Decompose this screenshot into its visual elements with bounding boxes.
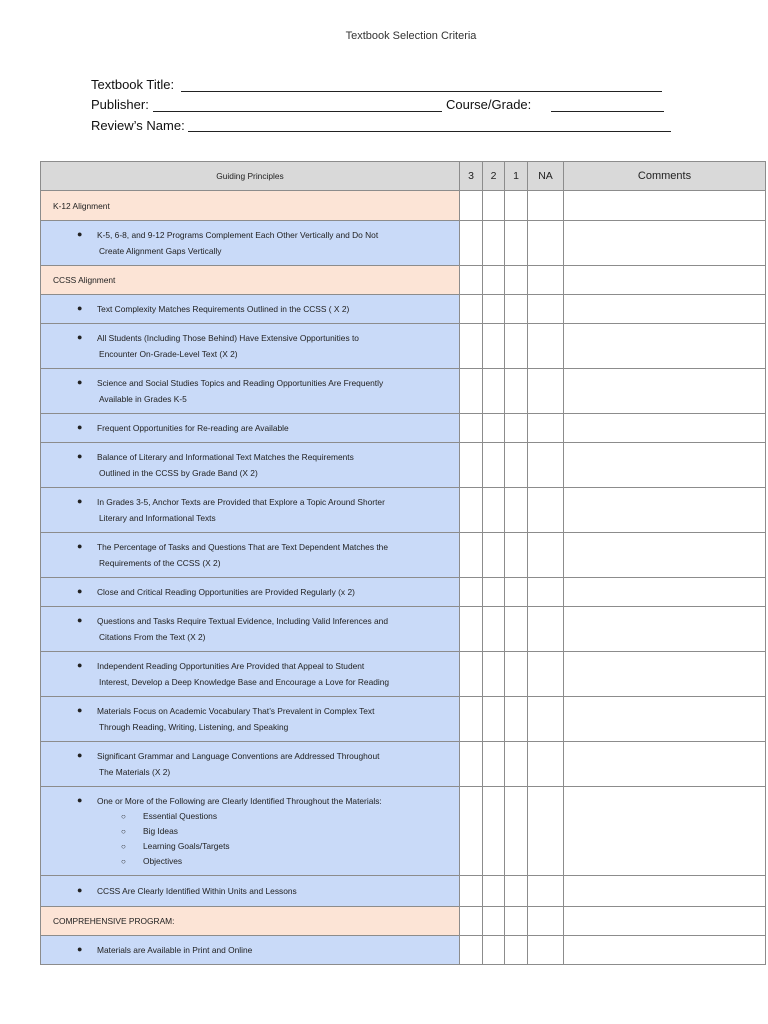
criteria-row <box>41 936 766 965</box>
document-title: Textbook Selection Criteria <box>345 30 477 42</box>
criteria-row <box>41 652 766 697</box>
bullet-icon: ● <box>77 705 83 715</box>
criterion-line: Frequent Opportunities for Re-reading are Available <box>97 423 289 433</box>
rating-1-cell[interactable] <box>505 652 528 697</box>
comments-cell[interactable] <box>564 907 766 936</box>
criterion-text <box>97 658 389 690</box>
criteria-row <box>41 221 766 266</box>
comments-cell[interactable] <box>564 369 766 414</box>
criterion-line: CCSS Are Clearly Identified Within Units and Lessons <box>97 886 297 896</box>
criteria-row <box>41 876 766 907</box>
textbook-title-line <box>181 91 662 92</box>
criterion-cell <box>41 876 460 907</box>
criterion-text <box>97 449 354 481</box>
rating-na-cell[interactable] <box>528 578 564 607</box>
criterion-line: Outlined in the CCSS by Grade Band (X 2) <box>99 468 258 478</box>
rating-3-cell[interactable] <box>460 369 483 414</box>
rating-na-cell[interactable] <box>528 652 564 697</box>
criterion-line: Materials Focus on Academic Vocabulary That’s Prevalent in Complex Text <box>97 706 375 716</box>
rating-1-cell[interactable] <box>505 369 528 414</box>
rating-na-cell[interactable] <box>528 533 564 578</box>
rating-1-cell[interactable] <box>505 414 528 443</box>
rating-2-cell[interactable] <box>483 221 505 266</box>
criterion-text <box>97 494 385 526</box>
comments-cell[interactable] <box>564 652 766 697</box>
criteria-row <box>41 295 766 324</box>
criterion-line: The Percentage of Tasks and Questions That are Text Dependent Matches the <box>97 542 388 552</box>
rating-na-cell[interactable] <box>528 742 564 787</box>
sub-list-item <box>97 824 382 839</box>
criterion-line: Balance of Literary and Informational Text Matches the Requirements <box>97 452 354 462</box>
comments-cell[interactable] <box>564 488 766 533</box>
sub-list-text: Essential Questions <box>143 811 218 821</box>
criterion-text <box>97 942 252 958</box>
criterion-cell <box>41 533 460 578</box>
column-header-comments: Comments <box>564 162 766 191</box>
criterion-text <box>97 883 297 899</box>
rating-2-cell[interactable] <box>483 907 505 936</box>
column-header-guiding-principles: Guiding Principles <box>41 162 460 191</box>
rating-na-cell[interactable] <box>528 787 564 876</box>
rating-2-cell[interactable] <box>483 787 505 876</box>
criterion-line: One or More of the Following are Clearly Identified Throughout the Materials: <box>97 796 382 806</box>
course-grade-line <box>551 111 664 112</box>
rating-1-cell[interactable] <box>505 907 528 936</box>
rating-2-cell[interactable] <box>483 876 505 907</box>
criteria-row <box>41 578 766 607</box>
rating-1-cell[interactable] <box>505 578 528 607</box>
rating-3-cell[interactable] <box>460 578 483 607</box>
rating-1-cell[interactable] <box>505 876 528 907</box>
criteria-row <box>41 369 766 414</box>
criteria-row <box>41 697 766 742</box>
criterion-cell <box>41 787 460 876</box>
rating-1-cell[interactable] <box>505 266 528 295</box>
criterion-text <box>97 375 383 407</box>
rating-3-cell[interactable] <box>460 652 483 697</box>
rating-3-cell[interactable] <box>460 533 483 578</box>
comments-cell[interactable] <box>564 578 766 607</box>
criterion-text <box>97 301 349 317</box>
criteria-row <box>41 414 766 443</box>
criterion-text <box>97 539 388 571</box>
rating-1-cell[interactable] <box>505 443 528 488</box>
rating-3-cell[interactable] <box>460 936 483 965</box>
comments-cell[interactable] <box>564 607 766 652</box>
bullet-icon: ● <box>77 422 83 432</box>
reviewer-name-label: Review’s Name: <box>91 118 185 133</box>
criteria-row <box>41 324 766 369</box>
rating-3-cell[interactable] <box>460 266 483 295</box>
rating-3-cell[interactable] <box>460 295 483 324</box>
criterion-cell <box>41 414 460 443</box>
rating-1-cell[interactable] <box>505 607 528 652</box>
criterion-line: Through Reading, Writing, Listening, and Speaking <box>99 722 289 732</box>
comments-cell[interactable] <box>564 443 766 488</box>
criterion-line: Text Complexity Matches Requirements Outlined in the CCSS ( X 2) <box>97 304 350 314</box>
criterion-cell <box>41 221 460 266</box>
rating-3-cell[interactable] <box>460 221 483 266</box>
comments-cell[interactable] <box>564 742 766 787</box>
bullet-icon: ● <box>77 615 83 625</box>
rating-2-cell[interactable] <box>483 414 505 443</box>
rating-na-cell[interactable] <box>528 295 564 324</box>
criterion-cell <box>41 295 460 324</box>
criterion-line: Create Alignment Gaps Vertically <box>99 246 222 256</box>
bullet-icon: ● <box>77 496 83 506</box>
criterion-text <box>97 584 355 600</box>
criteria-row <box>41 787 766 876</box>
rating-3-cell[interactable] <box>460 876 483 907</box>
bullet-icon: ● <box>77 885 83 895</box>
criterion-line: Science and Social Studies Topics and Reading Opportunities Are Frequently <box>97 378 384 388</box>
rating-na-cell[interactable] <box>528 266 564 295</box>
comments-cell[interactable] <box>564 221 766 266</box>
criterion-line: Close and Critical Reading Opportunities are Provided Regularly (x 2) <box>97 587 355 597</box>
criterion-line: Materials are Available in Print and Online <box>97 945 253 955</box>
rating-2-cell[interactable] <box>483 936 505 965</box>
rating-na-cell[interactable] <box>528 876 564 907</box>
comments-cell[interactable] <box>564 266 766 295</box>
criterion-line: In Grades 3-5, Anchor Texts are Provided that Explore a Topic Around Shorter <box>97 497 385 507</box>
section-row <box>41 907 766 936</box>
rating-1-cell[interactable] <box>505 191 528 221</box>
bullet-icon: ● <box>77 332 83 342</box>
section-row <box>41 266 766 295</box>
criteria-row <box>41 533 766 578</box>
rating-na-cell[interactable] <box>528 488 564 533</box>
circle-bullet-icon: ○ <box>121 812 126 821</box>
rating-1-cell[interactable] <box>505 742 528 787</box>
criterion-cell <box>41 578 460 607</box>
bullet-icon: ● <box>77 944 83 954</box>
rating-na-cell[interactable] <box>528 369 564 414</box>
column-header-1: 1 <box>505 162 528 191</box>
rating-2-cell[interactable] <box>483 607 505 652</box>
bullet-icon: ● <box>77 229 83 239</box>
bullet-icon: ● <box>77 541 83 551</box>
rating-2-cell[interactable] <box>483 295 505 324</box>
rating-2-cell[interactable] <box>483 324 505 369</box>
criterion-text <box>97 330 359 362</box>
rating-na-cell[interactable] <box>528 936 564 965</box>
criterion-cell <box>41 443 460 488</box>
section-heading: CCSS Alignment <box>41 266 460 295</box>
rating-3-cell[interactable] <box>460 414 483 443</box>
criterion-line: Significant Grammar and Language Conventions are Addressed Throughout <box>97 751 380 761</box>
criterion-text <box>97 420 289 436</box>
criterion-line: K-5, 6-8, and 9-12 Programs Complement Each Other Vertically and Do Not <box>97 230 379 240</box>
sub-list-item <box>97 839 382 854</box>
criterion-cell <box>41 324 460 369</box>
rating-3-cell[interactable] <box>460 697 483 742</box>
comments-cell[interactable] <box>564 697 766 742</box>
rating-2-cell[interactable] <box>483 266 505 295</box>
rating-3-cell[interactable] <box>460 324 483 369</box>
criterion-line: Encounter On-Grade-Level Text (X 2) <box>99 349 238 359</box>
rating-1-cell[interactable] <box>505 697 528 742</box>
rating-3-cell[interactable] <box>460 787 483 876</box>
bullet-icon: ● <box>77 451 83 461</box>
rating-na-cell[interactable] <box>528 607 564 652</box>
comments-cell[interactable] <box>564 324 766 369</box>
rating-1-cell[interactable] <box>505 787 528 876</box>
rating-3-cell[interactable] <box>460 907 483 936</box>
rating-2-cell[interactable] <box>483 488 505 533</box>
criterion-line: Questions and Tasks Require Textual Evidence, Including Valid Inferences and <box>97 616 388 626</box>
rating-na-cell[interactable] <box>528 324 564 369</box>
rating-1-cell[interactable] <box>505 324 528 369</box>
criterion-line: All Students (Including Those Behind) Have Extensive Opportunities to <box>97 333 359 343</box>
rating-na-cell[interactable] <box>528 414 564 443</box>
criterion-line: Independent Reading Opportunities Are Provided that Appeal to Student <box>97 661 365 671</box>
rating-3-cell[interactable] <box>460 443 483 488</box>
bullet-icon: ● <box>77 660 83 670</box>
reviewer-name-line <box>188 131 671 132</box>
criterion-cell <box>41 488 460 533</box>
criterion-text <box>97 703 374 735</box>
criterion-cell <box>41 652 460 697</box>
rating-3-cell[interactable] <box>460 488 483 533</box>
criteria-row <box>41 742 766 787</box>
comments-cell[interactable] <box>564 414 766 443</box>
rating-1-cell[interactable] <box>505 936 528 965</box>
rating-2-cell[interactable] <box>483 742 505 787</box>
bullet-icon: ● <box>77 795 83 805</box>
rating-na-cell[interactable] <box>528 697 564 742</box>
section-heading: COMPREHENSIVE PROGRAM: <box>41 907 460 936</box>
course-grade-label: Course/Grade: <box>446 97 532 112</box>
publisher-label: Publisher: <box>91 97 149 112</box>
rating-3-cell[interactable] <box>460 191 483 221</box>
rating-2-cell[interactable] <box>483 697 505 742</box>
criterion-cell <box>41 936 460 965</box>
criterion-cell <box>41 742 460 787</box>
rating-2-cell[interactable] <box>483 369 505 414</box>
criterion-text <box>97 748 379 780</box>
rating-2-cell[interactable] <box>483 443 505 488</box>
section-heading: K-12 Alignment <box>41 191 460 221</box>
bullet-icon: ● <box>77 377 83 387</box>
comments-cell[interactable] <box>564 787 766 876</box>
comments-cell[interactable] <box>564 936 766 965</box>
criterion-text <box>97 227 378 259</box>
rating-3-cell[interactable] <box>460 742 483 787</box>
circle-bullet-icon: ○ <box>121 857 126 866</box>
sub-list-text: Big Ideas <box>143 826 178 836</box>
bullet-icon: ● <box>77 750 83 760</box>
criterion-cell <box>41 607 460 652</box>
table-header-row <box>41 162 766 191</box>
textbook-title-label: Textbook Title: <box>91 77 175 92</box>
comments-cell[interactable] <box>564 876 766 907</box>
section-row <box>41 191 766 221</box>
criterion-cell <box>41 369 460 414</box>
rating-na-cell[interactable] <box>528 443 564 488</box>
sub-list-text: Learning Goals/Targets <box>143 841 230 851</box>
criterion-line: The Materials (X 2) <box>99 767 171 777</box>
sub-list-item <box>97 854 382 869</box>
comments-cell[interactable] <box>564 533 766 578</box>
criterion-line: Interest, Develop a Deep Knowledge Base and Encourage a Love for Reading <box>99 677 390 687</box>
column-header-na: NA <box>528 162 564 191</box>
rating-1-cell[interactable] <box>505 221 528 266</box>
criteria-table <box>40 161 766 965</box>
rating-1-cell[interactable] <box>505 533 528 578</box>
rating-na-cell[interactable] <box>528 191 564 221</box>
sub-list-item <box>97 809 382 824</box>
criterion-text <box>97 613 388 645</box>
sub-list-text: Objectives <box>143 856 183 866</box>
bullet-icon: ● <box>77 303 83 313</box>
rating-3-cell[interactable] <box>460 607 483 652</box>
rating-na-cell[interactable] <box>528 221 564 266</box>
rating-2-cell[interactable] <box>483 191 505 221</box>
criteria-row <box>41 443 766 488</box>
bullet-icon: ● <box>77 586 83 596</box>
criterion-line: Citations From the Text (X 2) <box>99 632 206 642</box>
criterion-line: Requirements of the CCSS (X 2) <box>99 558 221 568</box>
column-header-2: 2 <box>483 162 505 191</box>
publisher-line <box>153 111 442 112</box>
criterion-text <box>97 793 382 869</box>
comments-cell[interactable] <box>564 295 766 324</box>
rating-na-cell[interactable] <box>528 907 564 936</box>
rating-2-cell[interactable] <box>483 533 505 578</box>
rating-2-cell[interactable] <box>483 578 505 607</box>
criterion-line: Available in Grades K-5 <box>99 394 187 404</box>
circle-bullet-icon: ○ <box>121 842 126 851</box>
rating-1-cell[interactable] <box>505 488 528 533</box>
column-header-3: 3 <box>460 162 483 191</box>
criteria-table-body <box>41 191 766 965</box>
criterion-cell <box>41 697 460 742</box>
rating-1-cell[interactable] <box>505 295 528 324</box>
criteria-row <box>41 488 766 533</box>
circle-bullet-icon: ○ <box>121 827 126 836</box>
criteria-row <box>41 607 766 652</box>
comments-cell[interactable] <box>564 191 766 221</box>
rating-2-cell[interactable] <box>483 652 505 697</box>
criterion-line: Literary and Informational Texts <box>99 513 216 523</box>
